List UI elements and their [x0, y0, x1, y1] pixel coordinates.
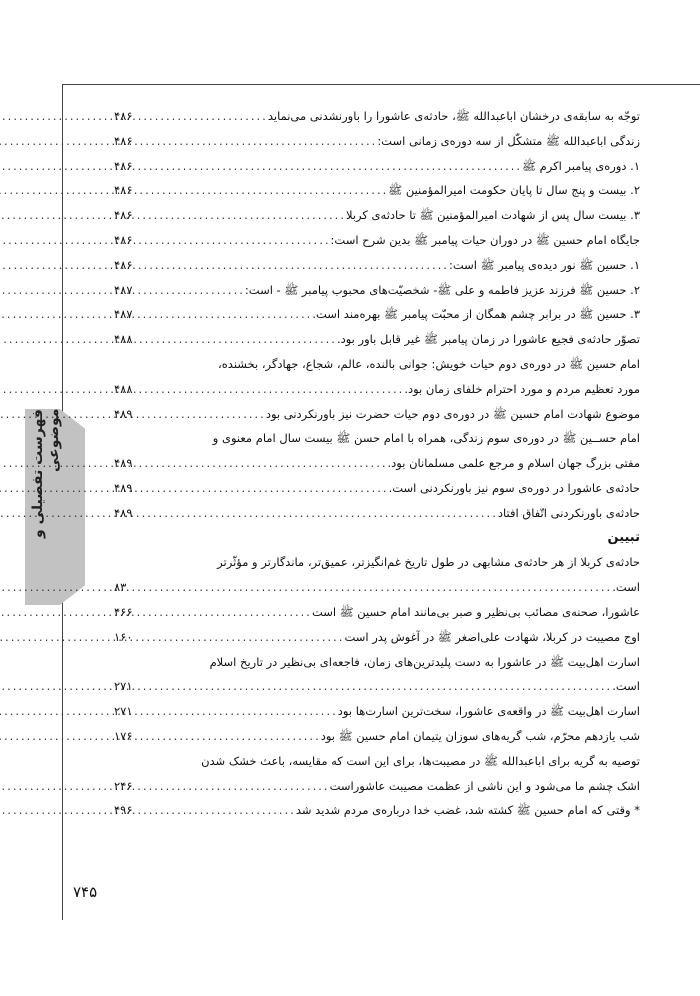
index-entry: حادثه‌ی باورنکردنی اتّفاق افتاد ..... ۴۸۹ [114, 501, 640, 526]
index-entry-line: اسارت اهل‌بیت ﷺ در عاشورا به دست پلیدترین‌های زمان، فاجعه‌ای بی‌نظیر در تاریخ اسلام [209, 654, 640, 669]
index-entry: ۲. حسین ﷺ فرزند عزیز فاطمه و علی ﷺ- شخصیّت‌های محبوب پیامبر ﷺ - است: ..... ۴۸۷ [114, 278, 640, 303]
side-tab-label: فهرست تفصیلی و موضوعی [30, 409, 62, 538]
index-content [114, 104, 640, 823]
index-entry: جایگاه امام حسین ﷺ در دوران حیات پیامبر ﷺ بدین شرح است: ..... ۴۸۶ [114, 228, 640, 253]
index-entry: مورد تعظیم مردم و مورد احترام خلفای زمان بود. ..... ۴۸۸ [114, 377, 640, 402]
index-entry: موضوع شهادت امام حسین ﷺ در دوره‌ی دوم حیات حضرت نیز باورنکردنی بود ..... ۴۸۹ [114, 402, 640, 427]
index-entry: * وقتی که امام حسین ﷺ کشته شد، غضب خدا درباره‌ی مردم شدید شد ..... ۴۹۶ [114, 798, 640, 823]
index-entry: توجّه به سابقه‌ی درخشان اباعبدالله ﷺ، حادثه‌ی عاشورا را باورنشدنی می‌نماید ..... ۴۸۶ [114, 104, 640, 129]
page-number: ۷۴۵ [73, 883, 98, 901]
index-entry: تصوّر حادثه‌ی فجیع عاشورا در زمان پیامبر ﷺ غیر قابل باور بود. ..... ۴۸۸ [114, 327, 640, 352]
index-entry: است. ..... ۸۳ [114, 575, 640, 600]
index-entry-line: امام حســین ﷺ در دوره‌ی سوم زندگی، همراه با امام حسن ﷺ بیست سال امام معنوی و [212, 431, 640, 446]
index-entry: شب یازدهم محرّم، شب گریه‌های سوزان یتیمان امام حسین ﷺ بود ..... ۱۷۶ [114, 724, 640, 749]
index-entry-line: توصیه به گریه برای اباعبدالله ﷺ در مصیبت‌ها، برای این است که مقایسه، باعث خشک شدن [201, 753, 640, 768]
index-entry: حادثه‌ی عاشورا در دوره‌ی سوم نیز باورنکردنی است. ..... ۴۸۹ [114, 476, 640, 501]
index-entry-line: امام حسین ﷺ در دوره‌ی دوم حیات خویش: جوانی بالنده، عالم، شجاع، جهادگر، بخشنده، [218, 356, 640, 371]
index-entry: ۱. حسین ﷺ نور دیده‌ی پیامبر ﷺ است: ..... ۴۸۶ [114, 253, 640, 278]
index-entry-line: حادثه‌ی کربلا از هر حادثه‌ی مشابهی در طول تاریخ غم‌انگیزتر، عمیق‌تر، ماندگارتر و مؤثّرتر [217, 555, 640, 570]
index-entry: ۲. بیست و پنج سال تا پایان حکومت امیرالمؤمنین ﷺ ..... ۴۸۶ [114, 178, 640, 203]
index-entry: اوج مصیبت در کربلا، شهادت علی‌اصغر ﷺ در آغوش پدر است ..... ۱۶۰ [114, 625, 640, 650]
index-entry: اشک چشم ما می‌شود و این ناشی از عظمت مصیبت عاشوراست ..... ۲۴۶ [114, 774, 640, 799]
index-entry: ۱. دوره‌ی پیامبر اکرم ﷺ ..... ۴۸۶ [114, 154, 640, 179]
index-entry: اسارت اهل‌بیت ﷺ در واقعه‌ی عاشورا، سخت‌ترین اسارت‌ها بود ..... ۲۷۱ [114, 699, 640, 724]
index-entry: ۳. حسین ﷺ در برابر چشم همگان از محبّت پیامبر ﷺ بهره‌مند است. ..... ۴۸۷ [114, 302, 640, 327]
frame-top-rule [62, 84, 700, 85]
index-entry: است. ..... ۲۷۱ [114, 674, 640, 699]
index-entry: مفتی بزرگ جهان اسلام و مرجع علمی مسلمانان بود. ..... ۴۸۹ [114, 451, 640, 476]
index-entry: زندگی اباعبدالله ﷺ متشکّل از سه دوره‌ی زمانی است: ..... ۴۸۶ [114, 129, 640, 154]
section-heading: تبیین [607, 529, 640, 545]
index-entry: عاشورا، صحنه‌ی مصائب بی‌نظیر و صبر بی‌مانند امام حسین ﷺ است ..... ۴۶۶ [114, 600, 640, 625]
index-entry: ۳. بیست سال پس از شهادت امیرالمؤمنین ﷺ تا حادثه‌ی کربلا ..... ۴۸۶ [114, 203, 640, 228]
